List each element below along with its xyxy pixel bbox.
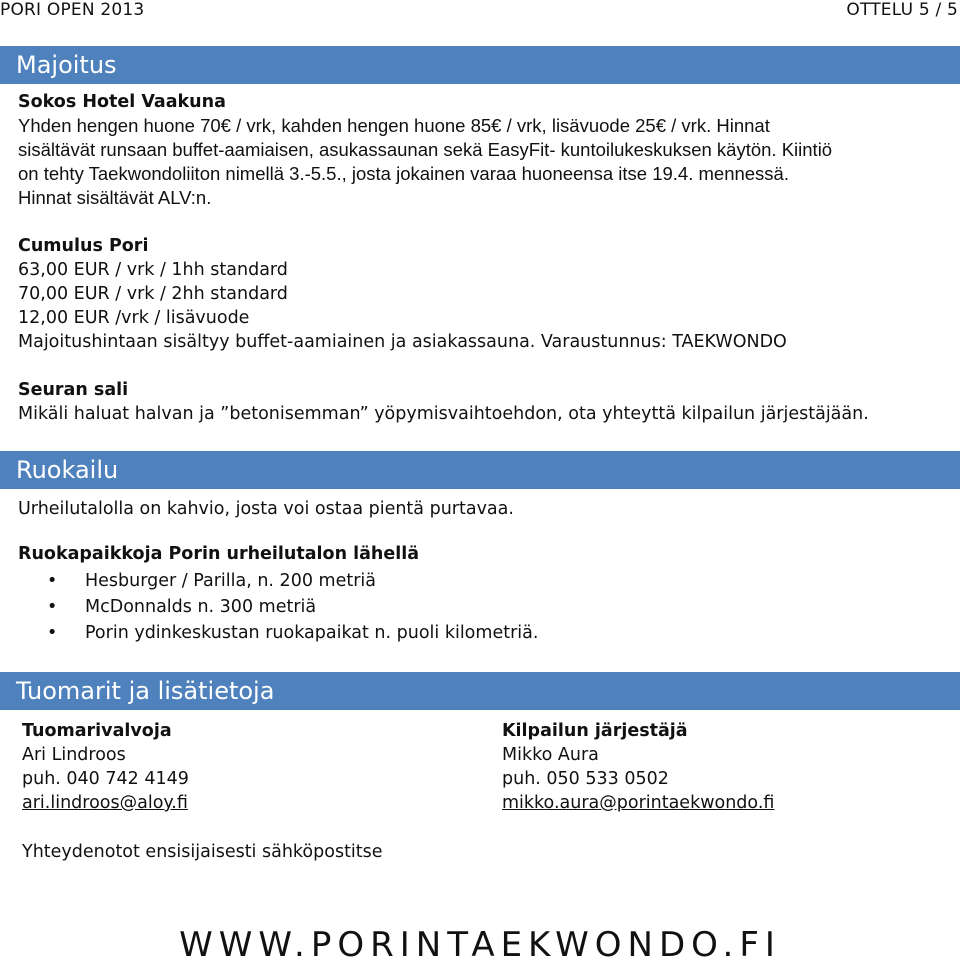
food-place: Hesburger / Parilla, n. 200 metriä [85, 571, 376, 591]
club-hall-name: Seuran sali [18, 380, 129, 400]
page-header [0, 0, 960, 24]
organizer-email-link[interactable]: mikko.aura@porintaekwondo.fi [502, 793, 775, 813]
referee-email-link[interactable]: ari.lindroos@aloy.fi [22, 793, 188, 813]
club-hall-text: Mikäli haluat halvan ja ”betonisemman” yöpymisvaihtoehdon, ota yhteyttä kilpailun järjestäjään. [18, 404, 869, 424]
sokos-hotel-line: on tehty Taekwondoliiton nimellä 3.-5.5., josta jokainen varaa huoneensa itse 19.4. mennessä. [18, 163, 789, 184]
match-number: OTTELU 5 / 5 [846, 0, 958, 20]
sokos-hotel-name: Sokos Hotel Vaakuna [18, 92, 226, 112]
list-item [18, 568, 538, 594]
organizer-phone: puh. 050 533 0502 [502, 769, 669, 789]
cumulus-line: Majoitushintaan sisältyy buffet-aamiainen ja asiakassauna. Varaustunnus: TAEKWONDO [18, 332, 787, 352]
referee-name: Ari Lindroos [22, 745, 126, 765]
food-intro: Urheilutalolla on kahvio, josta voi ostaa pientä purtavaa. [18, 499, 514, 519]
cumulus-line: 12,00 EUR /vrk / lisävuode [18, 308, 250, 328]
food-place: Porin ydinkeskustan ruokapaikat n. puoli kilometriä. [85, 623, 539, 643]
sokos-hotel-line: Hinnat sisältävät ALV:n. [18, 187, 212, 208]
event-title: PORI OPEN 2013 [0, 0, 145, 20]
sokos-hotel-line: sisältävät runsaan buffet-aamiaisen, asukassaunan sekä EasyFit- kuntoilukeskuksen käytön. Kiintiö [18, 139, 833, 160]
bullet-icon: • [47, 571, 58, 591]
referee-phone: puh. 040 742 4149 [22, 769, 189, 789]
sokos-hotel-block [18, 90, 948, 210]
cumulus-line: 63,00 EUR / vrk / 1hh standard [18, 260, 288, 280]
sokos-hotel-line: Yhden hengen huone 70€ / vrk, kahden hengen huone 85€ / vrk, lisävuode 25€ / vrk. Hinnat [18, 115, 770, 136]
cumulus-line: 70,00 EUR / vrk / 2hh standard [18, 284, 288, 304]
organizer-name: Mikko Aura [502, 745, 599, 765]
organizer-role: Kilpailun järjestäjä [502, 721, 688, 741]
referee-role: Tuomarivalvoja [22, 721, 172, 741]
section-accommodation-header [0, 46, 960, 84]
section-food-title: Ruokailu [16, 456, 119, 484]
food-place: McDonnalds n. 300 metriä [85, 597, 317, 617]
list-item [18, 594, 538, 620]
referee-contact [22, 719, 189, 815]
cumulus-name: Cumulus Pori [18, 236, 149, 256]
section-referees-header [0, 672, 960, 710]
section-referees-title: Tuomarit ja lisätietoja [16, 677, 275, 705]
food-nearby-block [18, 542, 948, 566]
cumulus-block [18, 234, 948, 354]
section-food-header [0, 451, 960, 489]
organizer-contact [502, 719, 774, 815]
food-intro-block [18, 497, 948, 521]
contact-note: Yhteydenotot ensisijaisesti sähköpostitse [22, 842, 383, 862]
club-hall-block [18, 378, 948, 426]
bullet-icon: • [47, 597, 58, 617]
section-accommodation-title: Majoitus [16, 51, 117, 79]
website-footer: WWW.PORINTAEKWONDO.FI [179, 925, 781, 965]
food-nearby-heading: Ruokapaikkoja Porin urheilutalon lähellä [18, 544, 420, 564]
list-item [18, 620, 538, 646]
bullet-icon: • [47, 623, 58, 643]
food-places-list [18, 568, 538, 646]
